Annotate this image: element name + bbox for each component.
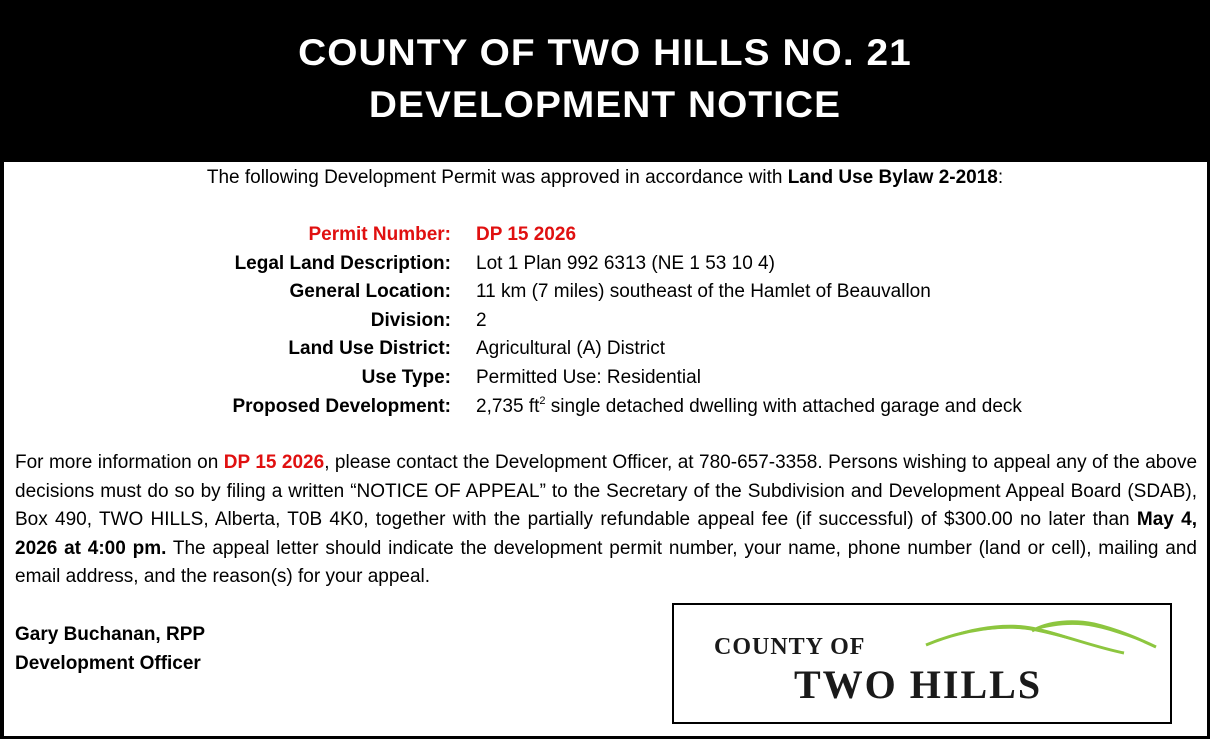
detail-value: 2: [476, 309, 487, 331]
detail-value: Lot 1 Plan 992 6313 (NE 1 53 10 4): [476, 252, 775, 274]
detail-label: Proposed Development:: [232, 395, 451, 417]
officer-name: Gary Buchanan, RPP: [15, 624, 206, 645]
area-value: 2,735 ft: [476, 395, 540, 417]
detail-value: Permitted Use: Residential: [476, 366, 701, 388]
detail-value: 11 km (7 miles) southeast of the Hamlet of Beauvallon: [476, 281, 931, 303]
county-logo: [672, 603, 1172, 724]
body-text-part: The appeal letter should indicate the development permit number, your name, phone number (land or cell), mailing and email address, and the reason(s) for your appeal.: [15, 537, 1197, 588]
detail-value: [476, 393, 1022, 421]
detail-label: General Location:: [289, 281, 451, 303]
development-description: single detached dwelling with attached garage and deck: [545, 395, 1022, 417]
notice-header: [0, 0, 1210, 162]
permit-details: [0, 221, 1210, 421]
body-text-part: For more information on: [15, 452, 224, 473]
permit-reference: DP 15 2026: [223, 452, 325, 473]
appeal-deadline: May 4, 2026 at 4:00 pm.: [15, 509, 1197, 559]
hills-icon: [924, 617, 1164, 657]
area-exponent: 2: [539, 394, 546, 407]
detail-land-use-district: [0, 335, 1210, 364]
intro-statement: [0, 165, 1210, 191]
detail-label: Land Use District:: [288, 338, 451, 360]
logo-text-county-of: COUNTY OF: [714, 634, 866, 660]
detail-label: Division:: [370, 309, 451, 331]
bylaw-reference: Land Use Bylaw 2-2018: [787, 167, 998, 188]
body-text-part: , please contact the Development Officer, at 780-657-3358. Persons wishing to appeal any of the above decisions must do so by filing a written “NOTICE OF APPEAL” to the Secretary of the Subdivision and Development Appeal Board (SDAB), Box 490, TWO HILLS, Alberta, T0B 4K0, together with the partially refundable appeal fee (if successful) of $300.00 no later than: [15, 452, 1198, 531]
detail-division: [0, 307, 1210, 336]
detail-legal-land-description: [0, 250, 1210, 279]
signature-block: [15, 620, 205, 678]
header-title-notice: DEVELOPMENT NOTICE: [368, 84, 842, 125]
detail-value: Agricultural (A) District: [476, 338, 665, 360]
intro-suffix: :: [997, 167, 1004, 188]
detail-label: Use Type:: [361, 366, 451, 388]
logo-text-two-hills: TWO HILLS: [794, 662, 1043, 707]
detail-general-location: [0, 278, 1210, 307]
detail-label: Legal Land Description:: [234, 252, 451, 274]
header-title-county: COUNTY OF TWO HILLS NO. 21: [298, 32, 912, 73]
detail-label: Permit Number:: [308, 224, 451, 245]
intro-prefix: The following Development Permit was approved in accordance with: [206, 167, 788, 188]
detail-use-type: [0, 364, 1210, 393]
officer-title: Development Officer: [15, 653, 201, 674]
detail-value: DP 15 2026: [476, 224, 577, 245]
appeal-information: [15, 449, 1197, 592]
detail-proposed-development: [0, 393, 1210, 422]
detail-permit-number: [0, 221, 1210, 250]
